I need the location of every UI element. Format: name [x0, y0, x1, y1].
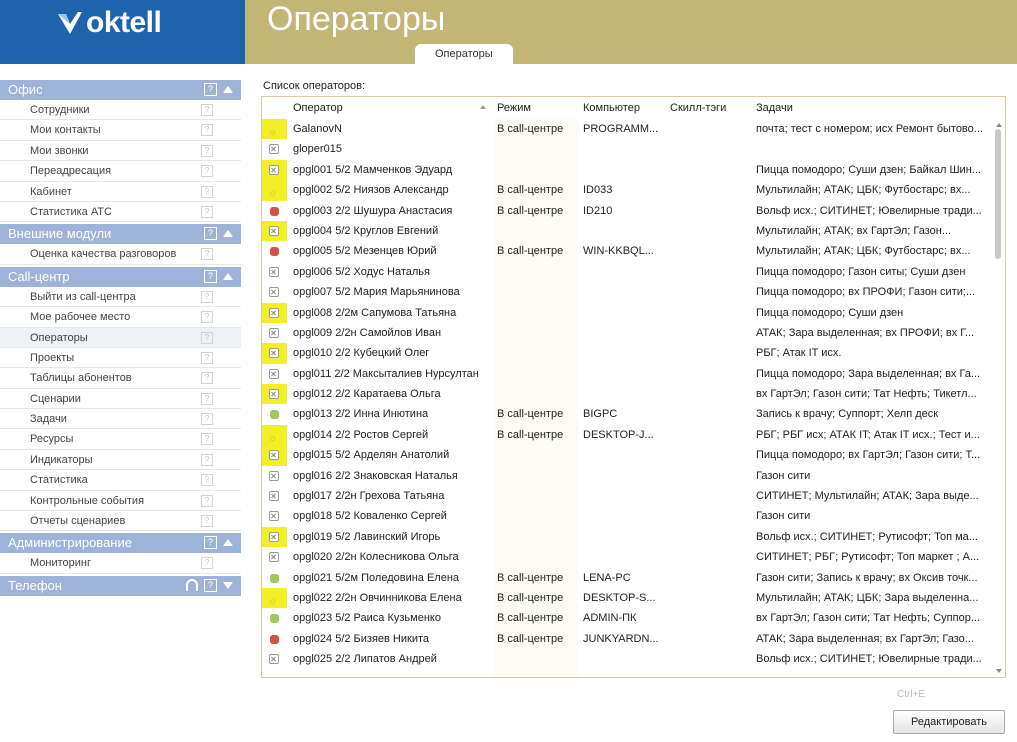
tasks-cell: Газон сити; Запись к врачу; вх Оксив точк... — [756, 571, 978, 584]
status-offline-icon — [269, 144, 279, 154]
sidebar-item-label: Отчеты сценариев — [30, 515, 126, 528]
sidebar-item-label: Мои звонки — [30, 144, 89, 157]
status-cell — [262, 384, 287, 404]
status-cell — [262, 425, 287, 445]
sidebar-item-label: Выйти из call-центра — [30, 290, 136, 303]
status-cell — [262, 180, 287, 200]
status-offline-icon — [269, 267, 279, 277]
section-header-icons — [204, 83, 233, 96]
sidebar-item[interactable] — [0, 244, 241, 264]
operator-cell: opgl013 2/2 Инна Инютина — [293, 408, 429, 421]
status-offline-icon — [269, 450, 279, 460]
sidebar-item-label: Переадресация — [30, 165, 112, 178]
status-cell — [262, 486, 287, 506]
column-header-skills[interactable]: Скилл-тэги — [670, 102, 727, 114]
help-icon[interactable]: ? — [201, 145, 213, 157]
status-busy-icon — [270, 207, 279, 216]
operator-cell: opgl018 5/2 Коваленко Сергей — [293, 510, 447, 523]
edit-shortcut-hint: Ctrl+E — [897, 689, 926, 700]
table-row[interactable] — [262, 588, 994, 608]
operator-cell: opgl004 5/2 Круглов Евгений — [293, 224, 439, 237]
sidebar-item[interactable] — [0, 141, 241, 161]
mode-cell: В call-центре — [497, 123, 564, 135]
section-header-icons — [186, 579, 233, 592]
logo-area — [0, 0, 245, 64]
sidebar-section-title: Администрирование — [8, 535, 132, 551]
table-row[interactable] — [262, 323, 994, 343]
help-icon[interactable]: ? — [201, 248, 213, 260]
operator-cell: opgl011 2/2 Максыталиев Нурсултан — [293, 367, 479, 380]
operator-cell: opgl020 2/2н Колесникова Ольга — [293, 551, 459, 564]
operator-cell: opgl014 2/2 Ростов Сергей — [293, 428, 429, 441]
table-row[interactable] — [262, 221, 994, 241]
help-icon[interactable]: ? — [201, 332, 213, 344]
status-cell — [262, 343, 287, 363]
status-online-icon — [270, 614, 279, 623]
operator-cell: opgl019 5/2 Лавинский Игорь — [293, 530, 441, 543]
tasks-cell: СИТИНЕТ; РБГ; Рутисофт; Топ маркет ; А... — [756, 551, 980, 564]
sidebar-section-header[interactable] — [0, 533, 241, 553]
status-busy-icon — [270, 247, 279, 256]
tasks-cell: Мультилайн; АТАК; вх ГартЭл; Газон... — [756, 224, 952, 237]
tasks-cell: АТАК; Зара выделенная; вх ПРОФИ; вх Г... — [756, 326, 975, 339]
help-icon[interactable]: ? — [201, 454, 213, 466]
operator-cell: opgl008 2/2м Сапумова Татьяна — [293, 306, 457, 319]
help-icon[interactable]: ? — [201, 352, 213, 364]
scroll-down-icon[interactable] — [996, 669, 1002, 673]
status-cell — [262, 527, 287, 547]
status-cell — [262, 241, 287, 261]
status-offline-icon — [269, 511, 279, 521]
operators-grid[interactable] — [261, 96, 1006, 678]
status-cell — [262, 629, 287, 649]
table-row[interactable] — [262, 568, 994, 588]
help-icon[interactable]: ? — [204, 227, 217, 240]
tasks-cell: РБГ; Атак IT исх. — [756, 347, 842, 360]
table-row[interactable] — [262, 445, 994, 465]
sidebar-item-label: Задачи — [30, 413, 67, 426]
help-icon[interactable]: ? — [201, 413, 213, 425]
sidebar-section-title: Внешние модули — [8, 226, 112, 242]
sidebar-item-label: Таблицы абонентов — [30, 372, 132, 385]
oktell-logo-icon — [56, 10, 84, 36]
help-icon[interactable]: ? — [201, 474, 213, 486]
computer-cell: DESKTOP-S... — [583, 591, 656, 604]
status-break-icon: ☼ — [268, 595, 278, 607]
headset-icon[interactable] — [186, 579, 198, 591]
help-icon[interactable]: ? — [201, 104, 213, 116]
help-icon[interactable]: ? — [201, 186, 213, 198]
mode-cell: В call-центре — [497, 571, 564, 584]
status-offline-icon — [269, 308, 279, 318]
operator-cell: GalanovN — [293, 123, 342, 135]
status-cell — [262, 119, 287, 139]
sidebar-item[interactable] — [0, 120, 241, 140]
help-icon[interactable]: ? — [204, 83, 217, 96]
sidebar-section-header[interactable] — [0, 80, 241, 100]
help-icon[interactable]: ? — [204, 270, 217, 283]
column-header-computer[interactable]: Компьютер — [583, 102, 640, 114]
status-busy-icon — [270, 635, 279, 644]
section-header-icons — [204, 227, 233, 240]
sidebar-item[interactable] — [0, 100, 241, 120]
sidebar-item-label: Индикаторы — [30, 453, 93, 466]
status-offline-icon — [269, 552, 279, 562]
sidebar-item[interactable] — [0, 553, 241, 573]
tasks-cell: Газон сити — [756, 510, 811, 523]
tasks-cell: Вольф исх.; СИТИНЕТ; Рутисофт; Топ ма... — [756, 530, 978, 543]
operator-cell: opgl024 5/2 Бизяев Никита — [293, 632, 430, 645]
sidebar-item[interactable] — [0, 409, 241, 429]
computer-cell: PROGRAMM... — [583, 123, 659, 135]
operator-cell: opgl017 2/2н Грехова Татьяна — [293, 490, 445, 503]
sidebar-item-label: Мониторинг — [30, 557, 92, 570]
computer-cell: JUNKYARDN... — [583, 632, 659, 645]
sidebar-item-label: Сотрудники — [30, 104, 90, 116]
table-row[interactable] — [262, 139, 994, 159]
tasks-cell: Пицца помодоро; Зара выделенная; вх Га... — [756, 367, 981, 380]
sidebar-item-label: Статистика АТС — [30, 205, 112, 218]
operator-cell: opgl010 2/2 Кубецкий Олег — [293, 347, 430, 360]
status-cell — [262, 323, 287, 343]
mode-cell: В call-центре — [497, 245, 564, 258]
help-icon[interactable]: ? — [201, 515, 213, 527]
computer-cell: ADMIN-ПК — [583, 612, 637, 625]
sidebar-item[interactable] — [0, 307, 241, 327]
sidebar-item[interactable] — [0, 511, 241, 531]
help-icon[interactable]: ? — [201, 206, 213, 218]
table-row[interactable] — [262, 201, 994, 221]
status-cell — [262, 282, 287, 302]
column-header-tasks[interactable]: Задачи — [756, 102, 793, 114]
table-row[interactable] — [262, 608, 994, 628]
sidebar-item[interactable] — [0, 470, 241, 490]
sidebar-item[interactable] — [0, 287, 241, 307]
operator-cell: opgl006 5/2 Ходус Наталья — [293, 265, 430, 278]
table-row[interactable] — [262, 343, 994, 363]
mode-cell: В call-центре — [497, 184, 564, 197]
table-row[interactable] — [262, 527, 994, 547]
tasks-cell: Газон сити — [756, 469, 811, 482]
table-row[interactable] — [262, 425, 994, 445]
mode-cell: В call-центре — [497, 612, 564, 625]
tasks-cell: Пицца помодоро; Суши дзен — [756, 306, 904, 319]
status-cell — [262, 262, 287, 282]
help-icon[interactable]: ? — [201, 495, 213, 507]
table-row[interactable] — [262, 506, 994, 526]
status-offline-icon — [269, 328, 279, 338]
tasks-cell: АТАК; Зара выделенная; вх ГартЭл; Газо... — [756, 632, 974, 645]
sidebar-item[interactable] — [0, 450, 241, 470]
status-cell — [262, 649, 287, 669]
computer-cell: ID033 — [583, 184, 613, 197]
computer-cell: LENA-PC — [583, 571, 631, 584]
sidebar-item-label: Контрольные события — [30, 494, 145, 507]
operator-cell: opgl012 2/2 Каратаева Ольга — [293, 388, 441, 401]
tasks-cell: Пицца помодоро; Суши дзен; Байкал Шин... — [756, 163, 981, 176]
tasks-cell: Вольф исх.; СИТИНЕТ; Ювелирные тради... — [756, 653, 982, 666]
status-break-icon: ☼ — [268, 432, 278, 444]
page-title: Операторы — [267, 0, 446, 38]
status-cell — [262, 221, 287, 241]
status-cell — [262, 201, 287, 221]
tasks-cell: РБГ; РБГ исх; АТАК IT; Атак IT исх.; Тест и... — [756, 428, 980, 441]
sidebar-item[interactable] — [0, 491, 241, 511]
status-offline-icon — [269, 491, 279, 501]
status-break-icon: ☼ — [268, 188, 278, 200]
tasks-cell: СИТИНЕТ; Мультилайн; АТАК; Зара выде... — [756, 490, 979, 503]
operator-cell: opgl007 5/2 Мария Марьянинова — [293, 286, 460, 299]
help-icon[interactable]: ? — [201, 393, 213, 405]
status-offline-icon — [269, 287, 279, 297]
section-header-icons — [204, 270, 233, 283]
expand-icon[interactable] — [223, 582, 233, 589]
status-break-icon: ☼ — [268, 127, 278, 138]
computer-cell: DESKTOP-J... — [583, 428, 654, 441]
computer-cell: BIGPC — [583, 408, 618, 421]
tasks-cell: Мультилайн; АТАК; ЦБК; Футбостарс; вх... — [756, 184, 971, 197]
sidebar-item-label: Мое рабочее место — [30, 311, 131, 324]
status-cell — [262, 445, 287, 465]
sidebar — [0, 78, 241, 596]
tasks-cell: вх ГартЭл; Газон сити; Тат Нефть; Тикетл... — [756, 388, 977, 401]
table-row[interactable] — [262, 160, 994, 180]
status-cell — [262, 303, 287, 323]
sort-asc-icon — [480, 105, 486, 109]
tab-operators[interactable]: Операторы — [415, 44, 513, 64]
status-cell — [262, 506, 287, 526]
table-row[interactable] — [262, 486, 994, 506]
operator-cell: opgl021 5/2м Поледовина Елена — [293, 571, 460, 584]
edit-button[interactable]: Редактировать — [893, 710, 1005, 734]
status-cell — [262, 568, 287, 588]
tasks-cell: вх ГартЭл; Газон сити; Тат Нефть; Суппор... — [756, 612, 980, 625]
operator-cell: opgl005 5/2 Мезенцев Юрий — [293, 245, 437, 258]
oktell-logo[interactable] — [56, 6, 161, 40]
sidebar-item[interactable] — [0, 182, 241, 202]
status-cell — [262, 608, 287, 628]
scroll-up-icon[interactable] — [996, 123, 1002, 127]
sidebar-section-header[interactable] — [0, 576, 241, 596]
help-icon[interactable]: ? — [201, 291, 213, 303]
collapse-icon[interactable] — [223, 539, 233, 546]
status-offline-icon — [269, 654, 279, 664]
table-row[interactable] — [262, 241, 994, 261]
table-row[interactable] — [262, 303, 994, 323]
table-row[interactable] — [262, 364, 994, 384]
computer-cell: ID210 — [583, 204, 613, 217]
help-icon[interactable]: ? — [204, 536, 217, 549]
table-row[interactable] — [262, 262, 994, 282]
computer-cell: WIN-KKBQL... — [583, 245, 654, 258]
tasks-cell: почта; тест с номером; исх Ремонт бытово... — [756, 123, 983, 135]
operator-cell: opgl023 5/2 Раиса Кузьменко — [293, 612, 441, 625]
table-row[interactable] — [262, 282, 994, 302]
status-cell — [262, 404, 287, 424]
sidebar-item[interactable] — [0, 328, 241, 348]
operator-cell: opgl025 2/2 Липатов Андрей — [293, 653, 437, 666]
operator-cell: opgl003 2/2 Шушура Анастасия — [293, 204, 453, 217]
sidebar-section-title: Телефон — [8, 577, 62, 593]
table-row[interactable] — [262, 119, 994, 139]
status-online-icon — [270, 410, 279, 419]
sidebar-item-label: Ресурсы — [30, 433, 74, 446]
operator-cell: opgl016 2/2 Знаковская Наталья — [293, 469, 458, 482]
operator-cell: opgl015 5/2 Арделян Анатолий — [293, 449, 450, 462]
collapse-icon[interactable] — [223, 86, 233, 93]
tasks-cell: Пицца помодоро; вх ГартЭл; Газон сити; Т... — [756, 449, 981, 462]
mode-cell: В call-центре — [497, 204, 564, 217]
mode-cell: В call-центре — [497, 408, 564, 421]
mode-cell: В call-центре — [497, 591, 564, 604]
tasks-cell: Пицца помодоро; вх ПРОФИ; Газон сити;... — [756, 286, 976, 299]
sidebar-item[interactable] — [0, 161, 241, 181]
operator-cell: opgl002 5/2 Ниязов Александр — [293, 184, 449, 197]
sidebar-item[interactable] — [0, 429, 241, 449]
sidebar-item[interactable] — [0, 348, 241, 368]
sidebar-section-title: Call-центр — [8, 268, 70, 284]
scroll-thumb[interactable] — [995, 129, 1001, 259]
table-row[interactable] — [262, 629, 994, 649]
sidebar-item-label: Операторы — [30, 331, 88, 344]
sidebar-item-label: Кабинет — [30, 185, 72, 198]
vertical-scrollbar[interactable] — [994, 119, 1004, 677]
help-icon[interactable]: ? — [201, 372, 213, 384]
help-icon[interactable]: ? — [201, 433, 213, 445]
sidebar-item-label: Проекты — [30, 351, 75, 364]
status-offline-icon — [269, 165, 279, 175]
main-panel — [256, 78, 1017, 742]
sidebar-item[interactable] — [0, 389, 241, 409]
table-row[interactable] — [262, 466, 994, 486]
sidebar-section-header[interactable] — [0, 267, 241, 287]
mode-cell: В call-центре — [497, 428, 564, 441]
sidebar-item[interactable] — [0, 368, 241, 388]
status-cell — [262, 547, 287, 567]
status-cell — [262, 160, 287, 180]
status-cell — [262, 466, 287, 486]
sidebar-item-label: Мои контакты — [30, 124, 101, 137]
collapse-icon[interactable] — [223, 273, 233, 280]
help-icon[interactable]: ? — [201, 124, 213, 136]
table-row[interactable] — [262, 547, 994, 567]
tasks-cell: Запись к врачу; Суппорт; Хелп деск — [756, 408, 939, 421]
column-header-operator[interactable]: Оператор — [293, 102, 343, 114]
status-offline-icon — [269, 471, 279, 481]
status-cell — [262, 588, 287, 608]
sidebar-section-header[interactable] — [0, 224, 241, 244]
status-offline-icon — [269, 348, 279, 358]
status-offline-icon — [269, 389, 279, 399]
column-header-mode[interactable]: Режим — [497, 102, 531, 114]
collapse-icon[interactable] — [223, 230, 233, 237]
operator-cell: opgl009 2/2н Самойлов Иван — [293, 326, 442, 339]
status-offline-icon — [269, 532, 279, 542]
status-cell — [262, 364, 287, 384]
mode-cell: В call-центре — [497, 632, 564, 645]
status-cell — [262, 139, 287, 159]
section-header-icons — [204, 536, 233, 549]
logo-text: oktell — [86, 6, 162, 39]
sidebar-item[interactable] — [0, 202, 241, 222]
table-row[interactable] — [262, 384, 994, 404]
operators-rows — [262, 119, 994, 670]
help-icon[interactable]: ? — [201, 557, 213, 569]
status-offline-icon — [269, 226, 279, 236]
table-row[interactable] — [262, 404, 994, 424]
tasks-cell: Вольф исх.; СИТИНЕТ; Ювелирные тради... — [756, 204, 982, 217]
operator-cell: opgl001 5/2 Мамченков Эдуард — [293, 163, 453, 176]
app-header — [0, 0, 1017, 64]
status-online-icon — [270, 574, 279, 583]
tasks-cell: Мультилайн; АТАК; ЦБК; Футбостарс; вх... — [756, 245, 971, 258]
tasks-cell: Мультилайн; АТАК; ЦБК; Зара выделенна... — [756, 591, 979, 604]
operator-cell: gloper015 — [293, 143, 342, 156]
table-row[interactable] — [262, 649, 994, 669]
help-icon[interactable]: ? — [201, 165, 213, 177]
sidebar-item-label: Статистика — [30, 474, 88, 487]
title-bar — [245, 0, 1017, 64]
operator-cell: opgl022 2/2н Овчинникова Елена — [293, 591, 462, 604]
help-icon[interactable]: ? — [201, 311, 213, 323]
sidebar-item-label: Сценарии — [30, 392, 81, 405]
operators-list-label: Список операторов: — [263, 80, 366, 92]
tasks-cell: Пицца помодоро; Газон ситы; Суши дзен — [756, 265, 966, 278]
sidebar-section-title: Офис — [8, 82, 43, 97]
sidebar-item-label: Оценка качества разговоров — [30, 248, 177, 261]
help-icon[interactable]: ? — [204, 579, 217, 592]
table-row[interactable] — [262, 180, 994, 200]
status-offline-icon — [269, 369, 279, 379]
